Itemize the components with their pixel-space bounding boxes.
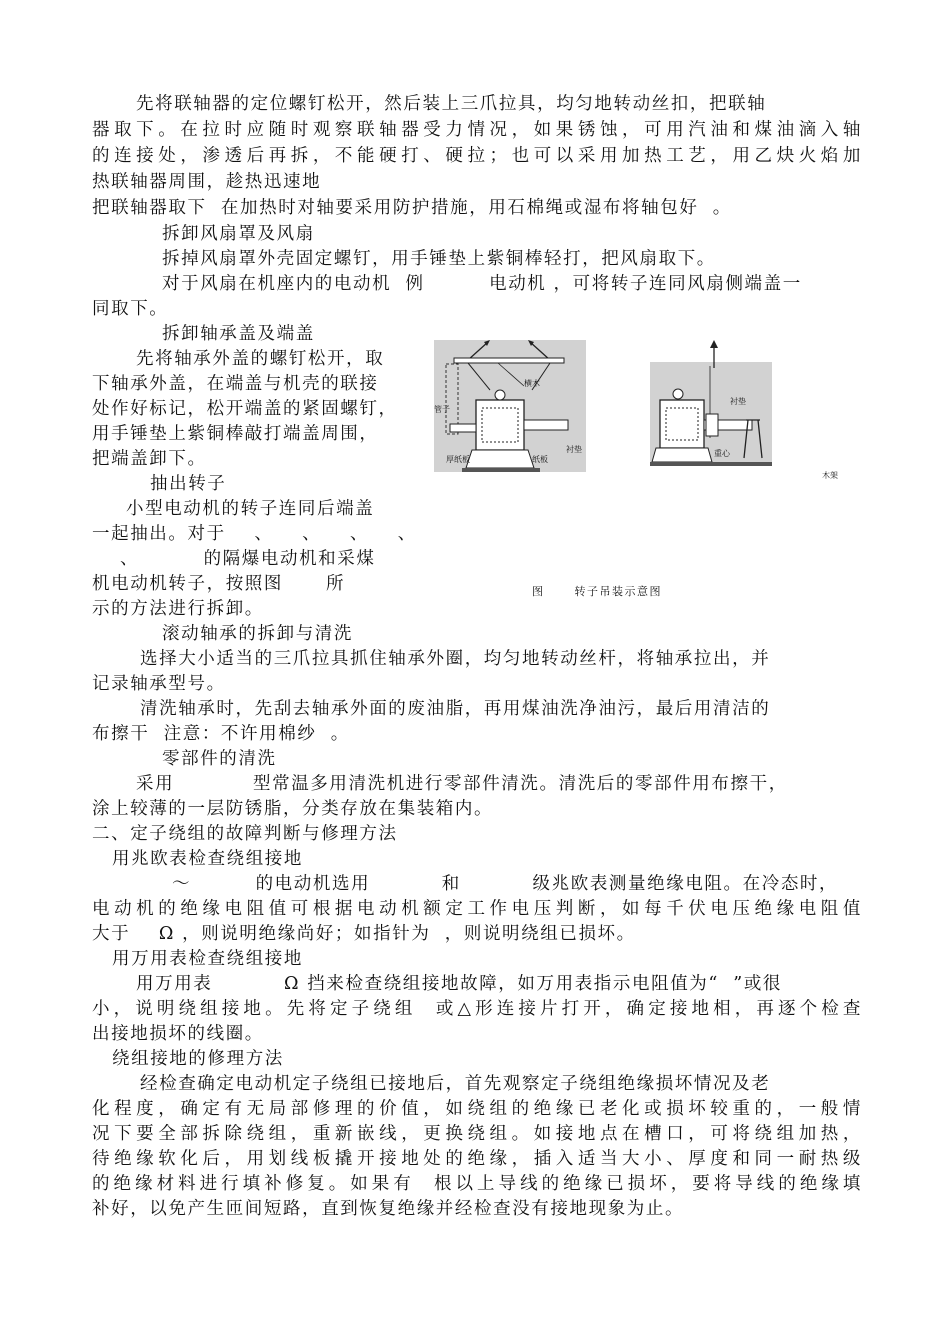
section-heading: 零部件的清洗 (162, 749, 277, 769)
section-heading: 抽出转子 (150, 474, 227, 494)
lifting-eye-right-shape (673, 389, 683, 399)
paragraph-line: 把端盖卸下。 (92, 449, 207, 469)
paragraph-line: 大于 Ω ，则说明绝缘尚好；如指针为 ，则说明绕组已损坏。 (92, 924, 636, 944)
paragraph-line: 出接地损坏的线圈。 (92, 1024, 264, 1044)
paragraph-line: 器取下。在拉时应随时观察联轴器受力情况，如果锈蚀，可用汽油和煤油滴入轴 (92, 120, 862, 140)
floor-shape (462, 468, 540, 472)
paragraph-line: 选择大小适当的三爪拉具抓住轴承外圈，均匀地转动丝杆，将轴承拉出，并 (140, 649, 771, 669)
paragraph-line: 用万用表 Ω 挡来检查绕组接地故障，如万用表指示电阻值为“ ”或很 (136, 974, 783, 994)
section-heading: 拆卸风扇罩及风扇 (162, 224, 315, 244)
paragraph-line: 电动机的绝缘电阻值可根据电动机额定工作电压判断，如每千伏电压绝缘电阻值 (92, 899, 862, 919)
label-pipe: 管子 (434, 405, 450, 414)
paragraph-line: 、 的隔爆电动机和采煤 (120, 549, 376, 569)
paragraph-line: 清洗轴承时，先刮去轴承外面的废油脂，再用煤油洗净油污，最后用清洁的 (140, 699, 771, 719)
motor-body-right-shape (660, 400, 704, 448)
motor-base-right-shape (652, 448, 712, 462)
paragraph-line: 的绝缘材料进行填补修复。如果有 根以上导线的绝缘已损坏，要将导线的绝缘填 (92, 1174, 862, 1194)
paragraph-line: 用手锤垫上紫铜棒敲打端盖周围， (92, 424, 379, 444)
paragraph-line: 处作好标记，松开端盖的紧固螺钉， (92, 399, 398, 419)
section-heading: 用万用表检查绕组接地 (112, 949, 303, 969)
label-crossbar: 横木 (524, 379, 540, 388)
figure-caption: 图 转子吊装示意图 (532, 585, 662, 598)
label-paper-board: 纸板 (532, 455, 548, 464)
paragraph-line: 化程度，确定有无局部修理的价值，如绕组的绝缘已老化或损坏较重的，一般情 (92, 1099, 862, 1119)
paragraph-line: 布擦干 注意：不许用棉纱 。 (92, 724, 350, 744)
paragraph-line: ～ 的电动机选用 和 级兆欧表测量绝缘电阻。在冷态时， (172, 874, 839, 894)
left-diagram-panel (434, 340, 586, 472)
paragraph-line: 热联轴器周围，趁热迅速地 (92, 172, 322, 192)
paragraph-line: 机电动机转子，按照图 所 (92, 574, 346, 594)
floor-right-shape (650, 462, 772, 466)
paragraph-line: 把联轴器取下 在加热时对轴要采用防护措施，用石棉绳或湿布将轴包好 。 (92, 198, 732, 218)
paragraph-line: 一起抽出。对于 、 、 、 、 (92, 524, 417, 544)
paragraph-line: 补好，以免产生匝间短路，直到恢复绝缘并经检查没有接地现象为止。 (92, 1199, 685, 1219)
right-diagram-panel (650, 340, 772, 466)
shaft-shape (524, 420, 568, 430)
paragraph-line: 小，说明绕组接地。先将定子绕组 或△形连接片打开，确定接地相，再逐个检查 (92, 999, 862, 1019)
paragraph-line: 况下要全部拆除绕组，重新嵌线，更换绕组。如接地点在槽口，可将绕组加热， (92, 1124, 862, 1144)
paragraph-line: 拆掉风扇罩外壳固定螺钉，用手锤垫上紫铜棒轻打，把风扇取下。 (162, 249, 716, 269)
section-heading: 滚动轴承的拆卸与清洗 (162, 624, 353, 644)
arrow-up-icon (710, 340, 718, 348)
pipe-shape (450, 424, 476, 432)
pad-shape (706, 414, 718, 436)
paragraph-line: 小型电动机的转子连同后端盖 (126, 499, 375, 519)
paragraph-line: 经检查确定电动机定子绕组已接地后，首先观察定子绕组绝缘损坏情况及老 (140, 1074, 771, 1094)
label-wooden-frame: 木架 (822, 471, 838, 480)
paragraph-line: 对于风扇在机座内的电动机 例 电动机 ，可将转子连同风扇侧端盖一 (162, 274, 802, 294)
paragraph-line: 记录轴承型号。 (92, 674, 226, 694)
chapter-heading: 二、定子绕组的故障判断与修理方法 (92, 824, 398, 844)
section-heading: 绕组接地的修理方法 (112, 1049, 284, 1069)
section-heading: 拆卸轴承盖及端盖 (162, 324, 315, 344)
lifting-eye-shape (495, 390, 505, 400)
label-thick-board: 厚纸板 (446, 455, 470, 464)
rotor-hoisting-figure (432, 338, 852, 568)
paragraph-line: 的连接处，渗透后再拆，不能硬打、硬拉；也可以采用加热工艺，用乙炔火焰加 (92, 146, 862, 166)
motor-base-shape (466, 450, 534, 468)
paragraph-line: 先将轴承外盖的螺钉松开，取 (136, 349, 385, 369)
label-pad-left: 衬垫 (566, 445, 582, 454)
paragraph-line: 同取下。 (92, 299, 169, 319)
paragraph-line: 示的方法进行拆卸。 (92, 599, 264, 619)
paragraph-line: 采用 型常温多用清洗机进行零部件清洗。清洗后的零部件用布擦干， (136, 774, 788, 794)
section-heading: 用兆欧表检查绕组接地 (112, 849, 303, 869)
paragraph-line: 涂上较薄的一层防锈脂，分类存放在集装箱内。 (92, 799, 494, 819)
paragraph-line: 先将联轴器的定位螺钉松开，然后装上三爪拉具，均匀地转动丝扣，把联轴 (136, 94, 767, 114)
paragraph-line: 下轴承外盖，在端盖与机壳的联接 (92, 374, 379, 394)
label-pad-right: 衬垫 (730, 397, 746, 406)
crossbar-shape (454, 358, 564, 363)
paragraph-line: 待绝缘软化后，用划线板撬开接地处的绝缘，插入适当大小、厚度和同一耐热级 (92, 1149, 862, 1169)
label-gravity: 重心 (714, 449, 730, 458)
